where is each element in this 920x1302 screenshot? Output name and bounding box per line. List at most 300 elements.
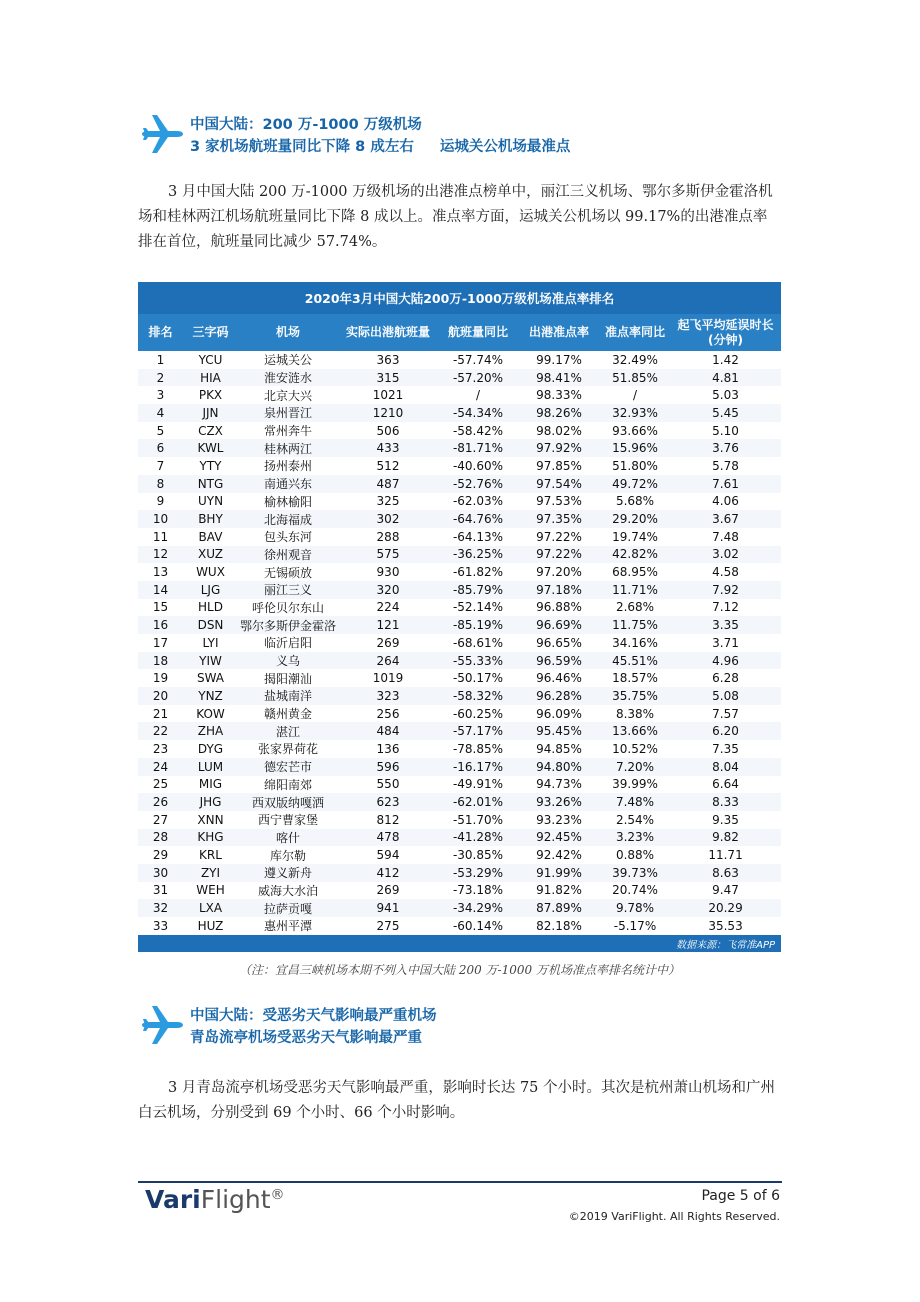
cell-volume-yoy: -51.70% — [438, 811, 518, 829]
section1-heading-line1: 中国大陆：200 万-1000 万级机场 — [190, 117, 422, 133]
cell-ontime-yoy: 13.66% — [600, 722, 670, 740]
cell-avg-delay: 5.03 — [670, 386, 781, 404]
cell-ontime-rate: 97.53% — [518, 493, 600, 511]
cell-airport: 桂林两江 — [238, 439, 338, 457]
table-title: 2020年3月中国大陆200万-1000万级机场准点率排名 — [138, 282, 781, 314]
cell-code: WEH — [183, 882, 238, 900]
cell-ontime-rate: 96.28% — [518, 687, 600, 705]
cell-rank: 1 — [138, 351, 183, 369]
cell-ontime-yoy: 68.95% — [600, 563, 670, 581]
cell-code: BAV — [183, 528, 238, 546]
cell-code: SWA — [183, 669, 238, 687]
cell-avg-delay: 5.10 — [670, 422, 781, 440]
cell-departures: 550 — [338, 776, 438, 794]
cell-airport: 绵阳南郊 — [238, 776, 338, 794]
cell-ontime-rate: 94.73% — [518, 776, 600, 794]
cell-avg-delay: 7.48 — [670, 528, 781, 546]
cell-departures: 623 — [338, 793, 438, 811]
cell-volume-yoy: -58.42% — [438, 422, 518, 440]
section2-heading-line1: 中国大陆：受恶劣天气影响最严重机场 — [190, 1008, 437, 1024]
table-row — [138, 599, 781, 617]
cell-ontime-yoy: 42.82% — [600, 546, 670, 564]
cell-departures: 256 — [338, 705, 438, 723]
table-row — [138, 758, 781, 776]
cell-avg-delay: 7.35 — [670, 740, 781, 758]
table-row — [138, 705, 781, 723]
cell-ontime-yoy: 2.54% — [600, 811, 670, 829]
table-row — [138, 351, 781, 369]
cell-ontime-rate: 97.20% — [518, 563, 600, 581]
cell-code: JJN — [183, 404, 238, 422]
cell-airport: 惠州平潭 — [238, 917, 338, 935]
cell-code: PKX — [183, 386, 238, 404]
cell-volume-yoy: -60.14% — [438, 917, 518, 935]
cell-departures: 487 — [338, 475, 438, 493]
cell-rank: 30 — [138, 864, 183, 882]
cell-airport: 遵义新舟 — [238, 864, 338, 882]
cell-code: LXA — [183, 899, 238, 917]
cell-code: YTY — [183, 457, 238, 475]
cell-ontime-yoy: 15.96% — [600, 439, 670, 457]
cell-rank: 3 — [138, 386, 183, 404]
cell-code: UYN — [183, 493, 238, 511]
cell-volume-yoy: -68.61% — [438, 634, 518, 652]
cell-ontime-yoy: 49.72% — [600, 475, 670, 493]
cell-ontime-yoy: 18.57% — [600, 669, 670, 687]
section2-paragraph: 3 月青岛流亭机场受恶劣天气影响最严重，影响时长达 75 个小时。其次是杭州萧山机场和广州白云机场，分别受到 69 个小时、66 个小时影响。 — [138, 1080, 775, 1121]
airplane-icon — [140, 112, 184, 156]
cell-code: DYG — [183, 740, 238, 758]
cell-avg-delay: 20.29 — [670, 899, 781, 917]
cell-volume-yoy: -62.01% — [438, 793, 518, 811]
cell-ontime-yoy: 51.80% — [600, 457, 670, 475]
cell-ontime-rate: 98.02% — [518, 422, 600, 440]
section1-heading-line2a: 3 家机场航班量同比下降 8 成左右 — [190, 139, 414, 155]
cell-departures: 941 — [338, 899, 438, 917]
cell-departures: 433 — [338, 439, 438, 457]
table-row — [138, 404, 781, 422]
cell-airport: 威海大水泊 — [238, 882, 338, 900]
cell-code: HIA — [183, 369, 238, 387]
section1-heading — [190, 114, 570, 158]
cell-code: KRL — [183, 846, 238, 864]
cell-volume-yoy: -61.82% — [438, 563, 518, 581]
cell-code: CZX — [183, 422, 238, 440]
cell-departures: 512 — [338, 457, 438, 475]
cell-airport: 湛江 — [238, 722, 338, 740]
cell-ontime-rate: 97.54% — [518, 475, 600, 493]
cell-airport: 张家界荷花 — [238, 740, 338, 758]
cell-ontime-yoy: 51.85% — [600, 369, 670, 387]
cell-ontime-yoy: 20.74% — [600, 882, 670, 900]
cell-airport: 德宏芒市 — [238, 758, 338, 776]
cell-volume-yoy: -49.91% — [438, 776, 518, 794]
cell-rank: 33 — [138, 917, 183, 935]
cell-rank: 13 — [138, 563, 183, 581]
cell-avg-delay: 4.58 — [670, 563, 781, 581]
table-row — [138, 457, 781, 475]
table-row — [138, 722, 781, 740]
cell-avg-delay: 1.42 — [670, 351, 781, 369]
cell-volume-yoy: -54.34% — [438, 404, 518, 422]
table-row — [138, 422, 781, 440]
section2-heading-line2: 青岛流亭机场受恶劣天气影响最严重 — [190, 1030, 422, 1046]
cell-departures: 264 — [338, 652, 438, 670]
cell-airport: 淮安涟水 — [238, 369, 338, 387]
cell-ontime-rate: 96.59% — [518, 652, 600, 670]
section2-heading — [190, 1005, 437, 1049]
cell-volume-yoy: -85.79% — [438, 581, 518, 599]
cell-volume-yoy: -62.03% — [438, 493, 518, 511]
cell-airport: 呼伦贝尔东山 — [238, 599, 338, 617]
cell-avg-delay: 7.92 — [670, 581, 781, 599]
table-row — [138, 899, 781, 917]
cell-avg-delay: 3.71 — [670, 634, 781, 652]
cell-airport: 泉州晋江 — [238, 404, 338, 422]
cell-volume-yoy: -57.17% — [438, 722, 518, 740]
airplane-icon — [140, 1003, 184, 1047]
cell-avg-delay: 7.12 — [670, 599, 781, 617]
cell-rank: 32 — [138, 899, 183, 917]
cell-avg-delay: 6.20 — [670, 722, 781, 740]
cell-departures: 506 — [338, 422, 438, 440]
cell-ontime-yoy: 32.49% — [600, 351, 670, 369]
footer-divider — [138, 1181, 782, 1183]
cell-avg-delay: 6.28 — [670, 669, 781, 687]
cell-volume-yoy: -64.76% — [438, 510, 518, 528]
cell-ontime-rate: 96.69% — [518, 616, 600, 634]
cell-avg-delay: 35.53 — [670, 917, 781, 935]
cell-code: KOW — [183, 705, 238, 723]
cell-rank: 6 — [138, 439, 183, 457]
cell-airport: 运城关公 — [238, 351, 338, 369]
table-row — [138, 510, 781, 528]
cell-rank: 10 — [138, 510, 183, 528]
cell-avg-delay: 4.81 — [670, 369, 781, 387]
cell-avg-delay: 3.76 — [670, 439, 781, 457]
table-row — [138, 864, 781, 882]
cell-rank: 22 — [138, 722, 183, 740]
variflight-logo: VariFlight® — [145, 1185, 285, 1214]
cell-airport: 南通兴东 — [238, 475, 338, 493]
cell-ontime-rate: 98.26% — [518, 404, 600, 422]
cell-ontime-rate: 94.85% — [518, 740, 600, 758]
cell-ontime-rate: 92.42% — [518, 846, 600, 864]
cell-ontime-yoy: 5.68% — [600, 493, 670, 511]
cell-ontime-rate: 96.09% — [518, 705, 600, 723]
cell-departures: 812 — [338, 811, 438, 829]
cell-ontime-yoy: 93.66% — [600, 422, 670, 440]
col-header-rank: 排名 — [138, 314, 183, 351]
cell-ontime-yoy: 9.78% — [600, 899, 670, 917]
copyright: ©2019 VariFlight. All Rights Reserved. — [568, 1210, 780, 1223]
cell-airport: 西双版纳嘎洒 — [238, 793, 338, 811]
cell-ontime-rate: 96.65% — [518, 634, 600, 652]
cell-departures: 224 — [338, 599, 438, 617]
cell-ontime-rate: 91.99% — [518, 864, 600, 882]
cell-volume-yoy: -85.19% — [438, 616, 518, 634]
table-row — [138, 634, 781, 652]
cell-avg-delay: 11.71 — [670, 846, 781, 864]
cell-ontime-yoy: -5.17% — [600, 917, 670, 935]
cell-volume-yoy: -52.14% — [438, 599, 518, 617]
cell-ontime-yoy: 45.51% — [600, 652, 670, 670]
cell-code: BHY — [183, 510, 238, 528]
table-row — [138, 439, 781, 457]
cell-departures: 594 — [338, 846, 438, 864]
cell-code: MIG — [183, 776, 238, 794]
cell-avg-delay: 5.45 — [670, 404, 781, 422]
cell-code: LYI — [183, 634, 238, 652]
table-row — [138, 652, 781, 670]
cell-ontime-rate: 93.23% — [518, 811, 600, 829]
cell-departures: 1019 — [338, 669, 438, 687]
cell-ontime-yoy: 0.88% — [600, 846, 670, 864]
cell-rank: 15 — [138, 599, 183, 617]
cell-ontime-rate: 98.33% — [518, 386, 600, 404]
cell-volume-yoy: -34.29% — [438, 899, 518, 917]
cell-volume-yoy: -58.32% — [438, 687, 518, 705]
cell-volume-yoy: -57.20% — [438, 369, 518, 387]
table-note: （注：宜昌三峡机场本期不列入中国大陆 200 万-1000 万机场准点率排名统计中） — [239, 963, 680, 977]
cell-airport: 徐州观音 — [238, 546, 338, 564]
cell-airport: 北海福成 — [238, 510, 338, 528]
cell-avg-delay: 6.64 — [670, 776, 781, 794]
table-row — [138, 687, 781, 705]
cell-ontime-rate: 97.85% — [518, 457, 600, 475]
cell-airport: 西宁曹家堡 — [238, 811, 338, 829]
cell-airport: 丽江三义 — [238, 581, 338, 599]
cell-ontime-yoy: 39.99% — [600, 776, 670, 794]
cell-rank: 7 — [138, 457, 183, 475]
cell-departures: 302 — [338, 510, 438, 528]
table-row — [138, 563, 781, 581]
cell-ontime-rate: 97.18% — [518, 581, 600, 599]
cell-ontime-yoy: 19.74% — [600, 528, 670, 546]
cell-airport: 扬州泰州 — [238, 457, 338, 475]
cell-code: YNZ — [183, 687, 238, 705]
cell-avg-delay: 9.35 — [670, 811, 781, 829]
cell-volume-yoy: -53.29% — [438, 864, 518, 882]
cell-ontime-rate: 92.45% — [518, 829, 600, 847]
cell-ontime-rate: 97.22% — [518, 528, 600, 546]
cell-airport: 盐城南洋 — [238, 687, 338, 705]
cell-code: YIW — [183, 652, 238, 670]
data-source: 数据来源：飞常准APP — [138, 935, 781, 952]
cell-ontime-yoy: 2.68% — [600, 599, 670, 617]
cell-ontime-rate: 91.82% — [518, 882, 600, 900]
cell-departures: 478 — [338, 829, 438, 847]
cell-departures: 269 — [338, 882, 438, 900]
col-header-departures: 实际出港航班量 — [338, 314, 438, 351]
cell-volume-yoy: -36.25% — [438, 546, 518, 564]
cell-rank: 21 — [138, 705, 183, 723]
cell-rank: 14 — [138, 581, 183, 599]
cell-ontime-rate: 98.41% — [518, 369, 600, 387]
cell-rank: 20 — [138, 687, 183, 705]
cell-rank: 9 — [138, 493, 183, 511]
cell-airport: 拉萨贡嘎 — [238, 899, 338, 917]
cell-rank: 18 — [138, 652, 183, 670]
airport-ranking-table — [138, 282, 781, 952]
cell-volume-yoy: -64.13% — [438, 528, 518, 546]
col-header-code: 三字码 — [183, 314, 238, 351]
cell-departures: 930 — [338, 563, 438, 581]
section1-heading-line2b: 运城关公机场最准点 — [439, 139, 571, 155]
cell-code: YCU — [183, 351, 238, 369]
table-row — [138, 917, 781, 935]
cell-avg-delay: 8.63 — [670, 864, 781, 882]
cell-departures: 1021 — [338, 386, 438, 404]
cell-code: ZYI — [183, 864, 238, 882]
table-row — [138, 829, 781, 847]
col-header-avg-delay: 起飞平均延误时长 (分钟) — [670, 314, 781, 351]
cell-ontime-yoy: 10.52% — [600, 740, 670, 758]
cell-departures: 323 — [338, 687, 438, 705]
cell-airport: 无锡硕放 — [238, 563, 338, 581]
cell-airport: 库尔勒 — [238, 846, 338, 864]
cell-departures: 363 — [338, 351, 438, 369]
table-row — [138, 528, 781, 546]
cell-volume-yoy: / — [438, 386, 518, 404]
cell-code: HLD — [183, 599, 238, 617]
cell-rank: 29 — [138, 846, 183, 864]
table-row — [138, 882, 781, 900]
cell-departures: 412 — [338, 864, 438, 882]
table-row — [138, 669, 781, 687]
cell-departures: 121 — [338, 616, 438, 634]
col-header-ontime-rate: 出港准点率 — [518, 314, 600, 351]
cell-volume-yoy: -81.71% — [438, 439, 518, 457]
cell-departures: 136 — [338, 740, 438, 758]
cell-ontime-yoy: 8.38% — [600, 705, 670, 723]
cell-rank: 31 — [138, 882, 183, 900]
cell-ontime-rate: 97.22% — [518, 546, 600, 564]
table-row — [138, 369, 781, 387]
cell-airport: 北京大兴 — [238, 386, 338, 404]
cell-code: JHG — [183, 793, 238, 811]
cell-volume-yoy: -60.25% — [438, 705, 518, 723]
table-row — [138, 811, 781, 829]
cell-avg-delay: 8.04 — [670, 758, 781, 776]
cell-avg-delay: 3.35 — [670, 616, 781, 634]
cell-ontime-yoy: 7.48% — [600, 793, 670, 811]
cell-ontime-rate: 94.80% — [518, 758, 600, 776]
cell-departures: 484 — [338, 722, 438, 740]
cell-ontime-yoy: 11.71% — [600, 581, 670, 599]
cell-ontime-rate: 96.46% — [518, 669, 600, 687]
cell-rank: 23 — [138, 740, 183, 758]
cell-ontime-rate: 99.17% — [518, 351, 600, 369]
cell-avg-delay: 8.33 — [670, 793, 781, 811]
cell-airport: 临沂启阳 — [238, 634, 338, 652]
cell-departures: 315 — [338, 369, 438, 387]
cell-ontime-yoy: / — [600, 386, 670, 404]
table-row — [138, 793, 781, 811]
cell-airport: 榆林榆阳 — [238, 493, 338, 511]
cell-code: WUX — [183, 563, 238, 581]
cell-code: XUZ — [183, 546, 238, 564]
cell-airport: 揭阳潮汕 — [238, 669, 338, 687]
cell-avg-delay: 7.57 — [670, 705, 781, 723]
table-row — [138, 493, 781, 511]
cell-volume-yoy: -55.33% — [438, 652, 518, 670]
col-header-ontime-yoy: 准点率同比 — [600, 314, 670, 351]
cell-departures: 275 — [338, 917, 438, 935]
cell-rank: 17 — [138, 634, 183, 652]
cell-volume-yoy: -78.85% — [438, 740, 518, 758]
col-header-volume-yoy: 航班量同比 — [438, 314, 518, 351]
cell-airport: 义乌 — [238, 652, 338, 670]
cell-rank: 26 — [138, 793, 183, 811]
cell-volume-yoy: -52.76% — [438, 475, 518, 493]
cell-airport: 鄂尔多斯伊金霍洛 — [238, 616, 338, 634]
cell-avg-delay: 3.02 — [670, 546, 781, 564]
cell-rank: 24 — [138, 758, 183, 776]
cell-rank: 8 — [138, 475, 183, 493]
cell-airport: 包头东河 — [238, 528, 338, 546]
cell-departures: 320 — [338, 581, 438, 599]
table-row — [138, 475, 781, 493]
cell-rank: 25 — [138, 776, 183, 794]
cell-code: LJG — [183, 581, 238, 599]
cell-rank: 16 — [138, 616, 183, 634]
cell-departures: 288 — [338, 528, 438, 546]
cell-ontime-rate: 97.92% — [518, 439, 600, 457]
section1-paragraph: 3 月中国大陆 200 万-1000 万级机场的出港准点榜单中，丽江三义机场、鄂尔多斯伊金霍洛机场和桂林两江机场航班量同比下降 8 成以上。准点率方面，运城关公机场以 99.17%的出港准点率排在首位，航班量同比减少 57.74%。 — [138, 184, 773, 250]
cell-departures: 269 — [338, 634, 438, 652]
cell-avg-delay: 7.61 — [670, 475, 781, 493]
cell-ontime-rate: 93.26% — [518, 793, 600, 811]
table-row — [138, 846, 781, 864]
cell-code: ZHA — [183, 722, 238, 740]
cell-volume-yoy: -30.85% — [438, 846, 518, 864]
table-row — [138, 776, 781, 794]
cell-ontime-yoy: 34.16% — [600, 634, 670, 652]
cell-ontime-yoy: 29.20% — [600, 510, 670, 528]
cell-avg-delay: 9.47 — [670, 882, 781, 900]
cell-code: LUM — [183, 758, 238, 776]
cell-code: KHG — [183, 829, 238, 847]
table-row — [138, 546, 781, 564]
table-row — [138, 740, 781, 758]
cell-code: HUZ — [183, 917, 238, 935]
cell-avg-delay: 3.67 — [670, 510, 781, 528]
cell-airport: 常州奔牛 — [238, 422, 338, 440]
cell-airport: 喀什 — [238, 829, 338, 847]
cell-ontime-rate: 95.45% — [518, 722, 600, 740]
cell-rank: 5 — [138, 422, 183, 440]
cell-airport: 赣州黄金 — [238, 705, 338, 723]
cell-ontime-yoy: 3.23% — [600, 829, 670, 847]
cell-ontime-rate: 82.18% — [518, 917, 600, 935]
table-row — [138, 386, 781, 404]
cell-rank: 2 — [138, 369, 183, 387]
cell-ontime-yoy: 35.75% — [600, 687, 670, 705]
cell-code: XNN — [183, 811, 238, 829]
cell-avg-delay: 5.08 — [670, 687, 781, 705]
cell-departures: 1210 — [338, 404, 438, 422]
cell-ontime-yoy: 39.73% — [600, 864, 670, 882]
cell-rank: 11 — [138, 528, 183, 546]
cell-avg-delay: 4.96 — [670, 652, 781, 670]
cell-code: KWL — [183, 439, 238, 457]
cell-rank: 4 — [138, 404, 183, 422]
cell-ontime-rate: 87.89% — [518, 899, 600, 917]
cell-volume-yoy: -40.60% — [438, 457, 518, 475]
col-header-airport: 机场 — [238, 314, 338, 351]
cell-rank: 12 — [138, 546, 183, 564]
